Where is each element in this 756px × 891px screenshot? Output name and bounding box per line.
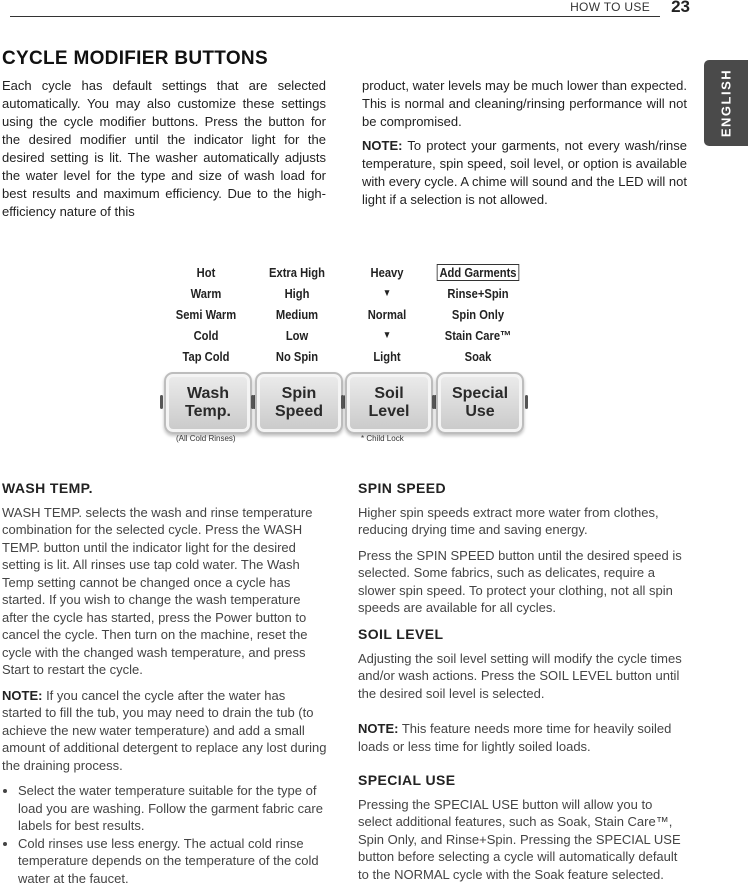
special-use-p1: Pressing the SPECIAL USE button will allow you to select additional features, such as Soak, Stain Care™, Spin Only, and Rinse+Spin. Pressing the SPECIAL USE button before selecting a cycle will automatically default to the NORMAL cycle with the Soak feature selected. <box>358 796 681 882</box>
special-use-button-line2: Use <box>465 403 495 420</box>
wash-temp-bullets <box>2 782 328 887</box>
intro-note-label: NOTE: <box>362 138 403 153</box>
spin-speed-heading: SPIN SPEED <box>358 480 447 496</box>
list-item: • Select the water temperature suitable for the type of load you are washing. Follow the garment fabric care labels for best results. <box>18 782 328 835</box>
option-heavy: Heavy <box>370 265 404 280</box>
soil-level-section <box>358 626 688 763</box>
soil-level-button <box>345 372 433 434</box>
intro-note <box>362 137 687 209</box>
spin-speed-p1: Higher spin speeds extract more water from clothes, reducing drying time and saving energy. <box>358 504 659 537</box>
option-rinse-spin: Rinse+Spin <box>447 286 509 301</box>
soil-level-button-line1: Soil <box>374 385 404 402</box>
header-rule-right <box>140 16 660 17</box>
option-warm: Warm <box>190 286 222 301</box>
wash-temp-body: WASH TEMP. selects the wash and rinse temperature combination for the selected cycle. Press the WASH TEMP. button until the indicator light for the desired setting is lit. All rinses use tap cold water. The Wash Temp setting cannot be changed once a cycle has started. If you wish to change the wash temperature after the cycle has started, press the Power button to cancel the cycle. Then turn on the machine, reset the cycle with the changed wash temperature, and press Start to restart the cycle. <box>2 504 313 677</box>
wash-temp-section <box>2 480 328 887</box>
all-cold-rinses-note: (All Cold Rinses) <box>176 434 236 443</box>
intro-right-text: product, water levels may be much lower than expected. This is normal and cleaning/rinsing performance will not be compromised. <box>362 78 687 129</box>
language-tab-label: ENGLISH <box>718 68 734 138</box>
soil-level-heading: SOIL LEVEL <box>358 626 444 642</box>
intro-left-column <box>2 77 326 221</box>
special-use-button <box>436 372 524 434</box>
option-normal: Normal <box>367 307 407 322</box>
spin-speed-button-line1: Spin <box>281 385 317 402</box>
option-spin-only: Spin Only <box>451 307 505 322</box>
wash-temp-note <box>2 687 328 775</box>
option-low: Low <box>285 328 309 343</box>
intro-right-column <box>362 77 687 209</box>
soil-level-button-line2: Level <box>368 403 410 420</box>
spin-speed-button <box>255 372 343 434</box>
list-item: • Cold rinses use less energy. The actual cold rinse temperature depends on the temperature of the cold water at the faucet. <box>18 835 328 888</box>
spin-speed-section <box>358 480 688 625</box>
header-section-label: HOW TO USE <box>570 0 650 14</box>
soil-level-note <box>358 720 688 755</box>
option-stain-care: Stain Care™ <box>444 328 512 343</box>
option-tap-cold: Tap Cold <box>182 349 230 364</box>
spin-speed-button-line2: Speed <box>274 403 323 420</box>
special-use-button-line1: Special <box>451 385 509 402</box>
wash-temp-button-line2: Temp. <box>185 403 231 420</box>
option-no-spin: No Spin <box>275 349 319 364</box>
intro-note-text: To protect your garments, not every wash/rinse temperature, spin speed, soil level, or option is available with every cycle. A chime will sound and the LED will not light if a selection is not allowed. <box>362 138 687 207</box>
soil-level-p1: Adjusting the soil level setting will modify the cycle times and/or wash actions. Press the SOIL LEVEL button until the desired soil level is selected. <box>358 650 682 701</box>
option-soak: Soak <box>464 349 492 364</box>
special-use-section <box>358 772 688 891</box>
intro-left-text: Each cycle has default settings that are selected automatically. You may also customize these settings using the cycle modifier buttons. Press the button for the desired modifier until the indicator light for the desired setting is lit. The washer automatically adjusts the water level for the type and size of wash load for best results and maximum efficiency. Due to the high-efficiency nature of this <box>2 78 326 219</box>
header-rule-left <box>10 16 140 17</box>
down-arrow-icon: ▼ <box>382 330 392 341</box>
wash-temp-note-label: NOTE: <box>2 687 43 703</box>
option-add-garments <box>431 262 526 283</box>
option-hot: Hot <box>196 265 216 280</box>
option-semi-warm: Semi Warm <box>175 307 237 322</box>
page-title: CYCLE MODIFIER BUTTONS <box>2 48 268 69</box>
soil-level-note-label: NOTE: <box>358 721 399 736</box>
page-number: 23 <box>671 0 690 16</box>
down-arrow-icon: ▼ <box>382 288 392 299</box>
option-medium: Medium <box>275 307 319 322</box>
option-add-garments-label: Add Garments <box>437 264 519 281</box>
special-use-options <box>423 262 533 367</box>
wash-temp-note-text: If you cancel the cycle after the water has started to fill the tub, you may need to drain the tub (to achieve the new water temperature) and add a small amount of additional detergent to replace any lost during the draining process. <box>2 687 327 773</box>
option-high: High <box>284 286 310 301</box>
spin-speed-p2: Press the SPIN SPEED button until the desired speed is selected. Some fabrics, such as delicates, require a slower spin speed. To protect your clothing, not all spin speeds are available for all cycles. <box>358 547 682 615</box>
soil-level-note-text: This feature needs more time for heavily soiled loads or less time for lightly soiled loads. <box>358 721 672 754</box>
option-extra-high: Extra High <box>269 265 325 280</box>
wash-temp-heading: WASH TEMP. <box>2 480 93 496</box>
option-cold: Cold <box>193 328 219 343</box>
child-lock-note: * Child Lock <box>361 434 404 443</box>
option-light: Light <box>373 349 401 364</box>
language-tab <box>704 60 748 146</box>
special-use-heading: SPECIAL USE <box>358 772 456 788</box>
wash-temp-button-line1: Wash <box>186 385 230 402</box>
wash-temp-button <box>164 372 252 434</box>
